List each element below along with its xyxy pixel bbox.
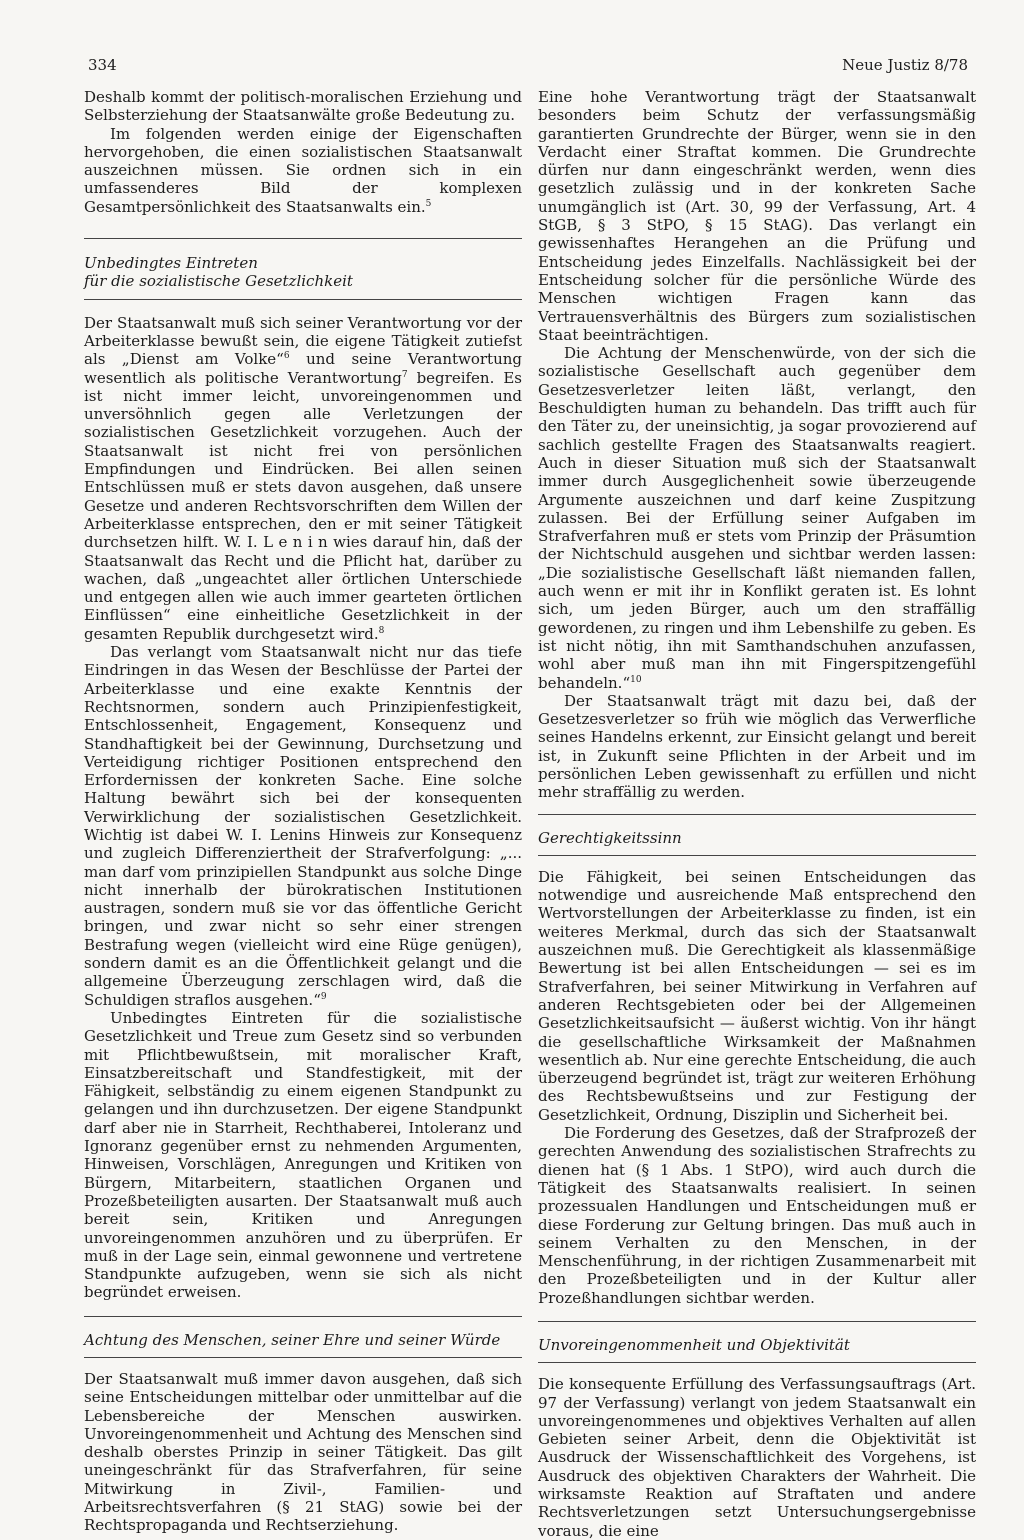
section-divider	[84, 1316, 522, 1317]
paragraph: Eine hohe Verantwortung trägt der Staatsanwalt besonders beim Schutz der verfassungsmäßig garantierten Grundrechte der Bürger, wenn sie in den Verdacht einer Straftat kommen. Die Grundrechte dürfen nur dann eingeschränkt werden, wenn dies gesetzlich zulässig und in der konkreten Sache unumgänglich ist (Art. 30, 99 der Verfassung, Art. 4 StGB, § 3 StPO, § 15 StAG). Das verlangt ein gewissenhaftes Herangehen an die Prüfung und Entscheidung jedes Einzelfalls. Nachlässigkeit bei der Entscheidung solcher für die persönliche Würde des Menschen wichtigen Fragen kann das Vertrauensverhältnis des Bürgers zum sozialistischen Staat beeinträchtigen.	[538, 88, 976, 344]
paragraph: Die konsequente Erfüllung des Verfassungsauftrags (Art. 97 der Verfassung) verlangt von jedem Staatsanwalt ein unvoreingenommenes und objektives Verhalten auf allen Gebieten seiner Arbeit, denn die Objektivität ist Ausdruck der Wissenschaftlichkeit des Vorgehens, ist Ausdruck des objektiven Charakters der Wahrheit. Die wirksamste Reaktion auf Straftaten und andere Rechtsverletzungen setzt Untersuchungsergebnisse voraus, die eine	[538, 1375, 976, 1540]
paragraph: Der Staatsanwalt muß immer davon ausgehen, daß sich seine Entscheidungen mittelbar oder unmittelbar auf die Lebensbereiche der Menschen auswirken. Unvoreingenommenheit und Achtung des Menschen sind deshalb oberstes Prinzip in seiner Tätigkeit. Das gilt uneingeschränkt für das Strafverfahren, für seine Mitwirkung in Zivil-, Familien- und Arbeitsrechtsverfahren (§ 21 StAG) sowie bei der Rechtspropaganda und Rechtserziehung.	[84, 1370, 522, 1535]
paragraph: Deshalb kommt der politisch-moralischen Erziehung und Selbsterziehung der Staatsanwälte große Bedeutung zu.	[84, 88, 522, 125]
section-divider	[84, 1357, 522, 1358]
paragraph: Der Staatsanwalt muß sich seiner Verantwortung vor der Arbeiterklasse bewußt sein, die eigene Tätigkeit zutiefst als „Dienst am Volke“$^6$ und seine Verantwortung wesentlich als politische Verantwortung$^7$ begreifen. Es ist nicht immer leicht, unvoreingenommen und unversöhnlich gegen alle Verletzungen der sozialistischen Gesetzlichkeit vorzugehen. Auch der Staatsanwalt ist nicht frei von persönlichen Empfindungen und Eindrücken. Bei allen seinen Entschlüssen muß er stets davon ausgehen, daß unsere Gesetze und anderen Rechtsvorschriften dem Willen der Arbeiterklasse entsprechen, den er mit seiner Tätigkeit durchsetzen hilft. W. I. L e n i n wies darauf hin, daß der Staatsanwalt das Recht und die Pflicht hat, darüber zu wachen, daß „ungeachtet aller örtlichen Unterschiede und entgegen allen wie auch immer gearteten örtlichen Einflüssen“ eine einheitliche Gesetzlichkeit in der gesamten Republik durchgesetzt wird.$^8$	[84, 313, 522, 643]
page-number: 334	[88, 56, 117, 74]
paragraph: Das verlangt vom Staatsanwalt nicht nur das tiefe Eindringen in das Wesen der Beschlüsse der Partei der Arbeiterklasse und eine exakte Kenntnis der Rechtsnormen, sondern auch Prinzipienfestigkeit, Entschlossenheit, Engagement, Konsequenz und Standhaftigkeit bei der Gewinnung, Durchsetzung und Verteidigung richtiger Positionen entsprechend den Erfordernissen der konkreten Sache. Eine solche Haltung bewährt sich bei der konsequenten Verwirklichung der sozialistischen Gesetzlichkeit. Wichtig ist dabei W. I. Lenins Hinweis zur Konsequenz und zugleich Differenziertheit der Strafverfolgung: „... man darf vom prinzipiellen Standpunkt aus solche Dinge nicht innerhalb der bürokratischen Institutionen austragen, sondern muß sie vor das öffentliche Gericht bringen, und zwar nicht so sehr einer strengen Bestrafung wegen (vielleicht wird eine Rüge genügen), sondern damit es an die Öffentlichkeit gelangt und die allgemeine Überzeugung zerschlagen wird, daß die Schuldigen straflos ausgehen.“$^9$	[84, 643, 522, 1009]
paragraph: Der Staatsanwalt trägt mit dazu bei, daß der Gesetzesverletzer so früh wie möglich das Verwerfliche seines Handelns erkennt, zur Einsicht gelangt und bereit ist, in Zukunft seine Pflichten in der Arbeit und im persönlichen Leben gewissenhaft zu erfüllen und nicht mehr straffällig zu werden.	[538, 691, 976, 802]
footnote-ref: 6	[283, 351, 290, 362]
footnote-ref: 10	[630, 674, 642, 685]
footnote-ref: 5	[425, 198, 432, 209]
paragraph: Im folgenden werden einige der Eigenschaften hervorgehoben, die einen sozialistischen Staatsanwalt auszeichnen müssen. Sie ordnen sich in ein umfassenderes Bild der komplexen Gesamtpersönlichkeit des Staatsanwalts ein.$^5$	[84, 124, 522, 216]
footnote-ref: 9	[320, 991, 327, 1002]
journal-title: Neue Justiz 8/78	[842, 56, 968, 74]
paragraph: Die Fähigkeit, bei seinen Entscheidungen das notwendige und ausreichende Maß entsprechend den Wertvorstellungen der Arbeiterklasse zu finden, ist ein weiteres Merkmal, durch das sich der Staatsanwalt auszeichnen muß. Die Gerechtigkeit als klassenmäßige Bewertung ist bei allen Entscheidungen — sei es im Strafverfahren, bei seiner Mitwirkung in Verfahren auf anderen Rechtsgebieten oder bei der Allgemeinen Gesetzlichkeitsaufsicht — äußerst wichtig. Von ihr hängt die gesellschaftliche Wirksamkeit der Maßnahmen wesentlich ab. Nur eine gerechte Entscheidung, die auch überzeugend begründet ist, trägt zur weiteren Erhöhung des Rechtsbewußtseins und zur Festigung der Gesetzlichkeit, Ordnung, Disziplin und Sicherheit bei.	[538, 867, 976, 1124]
section-heading: Achtung des Menschen, seiner Ehre und seiner Würde	[84, 1330, 501, 1349]
section-divider	[84, 238, 522, 239]
section-divider	[538, 814, 976, 815]
left-column	[84, 88, 522, 1535]
paragraph: Die Forderung des Gesetzes, daß der Strafprozeß der gerechten Anwendung des sozialistischen Strafrechts zu dienen hat (§ 1 Abs. 1 StPO), wird auch durch die Tätigkeit des Staatsanwalts realisiert. In seinen prozessualen Handlungen und Entscheidungen muß er diese Forderung zur Geltung bringen. Das muß auch in seinem Verhalten zu den Menschen, in der Menschenführung, in der richtigen Zusammenarbeit mit den Prozeßbeteiligten und in der Kultur aller Prozeßhandlungen sichtbar werden.	[538, 1124, 976, 1307]
page-header	[88, 56, 968, 76]
section-divider	[84, 299, 522, 300]
section-heading: Gerechtigkeitssinn	[538, 828, 682, 847]
section-divider	[538, 855, 976, 856]
section-divider	[538, 1321, 976, 1322]
section-divider	[538, 1362, 976, 1363]
paragraph: Unbedingtes Eintreten für die sozialistische Gesetzlichkeit und Treue zum Gesetz sind so verbunden mit Pflichtbewußtsein, mit moralischer Kraft, Einsatzbereitschaft und Standfestigkeit, mit der Fähigkeit, selbständig zu einem eigenen Standpunkt zu gelangen und ihn durchzusetzen. Der eigene Standpunkt darf aber nie in Starrheit, Rechthaberei, Intoleranz und Ignoranz gegenüber ernst zu nehmenden Argumenten, Hinweisen, Vorschlägen, Anregungen und Kritiken von Bürgern, Mitarbeitern, staatlichen Organen und Prozeßbeteiligten ausarten. Der Staatsanwalt muß auch bereit sein, Kritiken und Anregungen unvoreingenommen anzuhören und zu überprüfen. Er muß in der Lage sein, einmal gewonnene und vertretene Standpunkte aufzugeben, wenn sie sich als nicht begründet erweisen.	[84, 1008, 522, 1302]
section-heading: Unbedingtes Eintreten für die sozialistische Gesetzlichkeit	[84, 254, 353, 291]
section-heading: Unvoreingenommenheit und Objektivität	[538, 1336, 850, 1354]
footnote-ref: 7	[401, 369, 408, 380]
footnote-ref: 8	[378, 625, 385, 636]
paragraph: Die Achtung der Menschenwürde, von der sich die sozialistische Gesellschaft auch gegenüber dem Gesetzesverletzer leiten läßt, verlangt, den Beschuldigten human zu behandeln. Das trifft auch für den Täter zu, der uneinsichtig, ja sogar provozierend auf sachlich gestellte Fragen des Staatsanwalts reagiert. Auch in dieser Situation muß sich der Staatsanwalt immer durch Ausgeglichenheit sowie überzeugende Argumente auszeichnen und darf keine Zuspitzung zulassen. Bei der Erfüllung seiner Aufgaben im Strafverfahren muß er stets vom Prinzip der Präsumtion der Nichtschuld ausgehen und sichtbar werden lassen: „Die sozialistische Gesellschaft läßt niemanden fallen, auch wenn er mit ihr in Konflikt geraten ist. Es lohnt sich, um jeden Bürger, auch um den straffällig gewordenen, zu ringen und ihm Lebenshilfe zu geben. Es ist nicht nötig, ihn mit Samthandschuhen anzufassen, wohl aber muß man ihn mit Fingerspitzengefühl behandeln.“$^{10}$	[538, 344, 977, 692]
right-column	[538, 88, 976, 1540]
